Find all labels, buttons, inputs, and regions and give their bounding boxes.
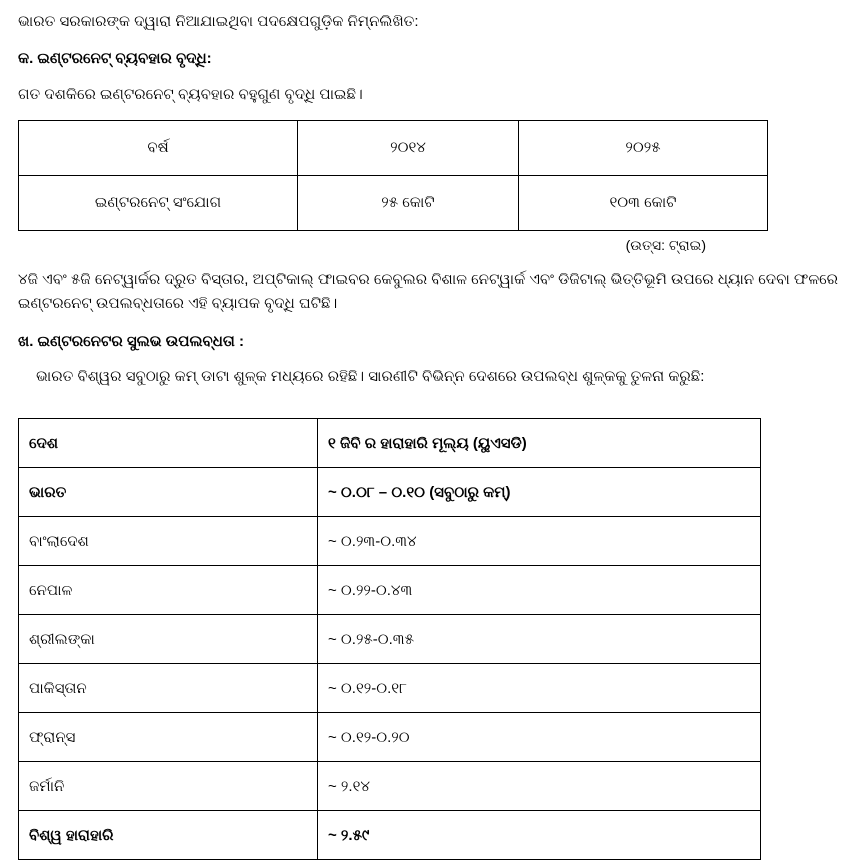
table-header-cell: ୨୦୨୫ bbox=[519, 120, 768, 175]
table-cell-country: ଫ୍ରାନ୍ସ bbox=[19, 713, 318, 762]
table-header-cell: ଦେଶ bbox=[19, 419, 318, 468]
table-row bbox=[19, 664, 761, 713]
section-b-heading: ଖ. ଇଣ୍ଟରନେଟର ସୁଲଭ ଉପଲବ୍ଧତା : bbox=[18, 332, 244, 350]
table-header-cell: ବର୍ଷ bbox=[19, 120, 298, 175]
table-header-cell: ୧ ଜିବି ର ହାରାହାରି ମୂଲ୍ୟ (ୟୁଏସଡି) bbox=[318, 419, 761, 468]
table-cell-price: ~ ୦.୨୨-୦.୪୩ bbox=[318, 566, 761, 615]
table-row bbox=[19, 120, 768, 175]
table-row bbox=[19, 175, 768, 230]
table-cell-price: ~ ୦.୨୫-୦.୩୫ bbox=[318, 615, 761, 664]
table-header-cell: ୨୦୧୪ bbox=[298, 120, 519, 175]
data-price-comparison-table bbox=[18, 418, 761, 860]
table-row bbox=[19, 566, 761, 615]
table-cell-country: ଜର୍ମାନି bbox=[19, 762, 318, 811]
table-cell: ଇଣ୍ଟରନେଟ୍ ସଂଯୋଗ bbox=[19, 175, 298, 230]
table-cell-country: ବିଶ୍ୱ ହାରାହାରି bbox=[19, 811, 318, 860]
table-cell-country: ପାକିସ୍ତାନ bbox=[19, 664, 318, 713]
table-row bbox=[19, 811, 761, 860]
table-cell: ୧୦୩ କୋଟି bbox=[519, 175, 768, 230]
section-b-lead: ଭାରତ ବିଶ୍ୱର ସବୁଠାରୁ କମ୍ ଡାଟା ଶୁଳ୍କ ମଧ୍ୟରେ ରହିଛି। ସାରଣୀଟି ବିଭିନ୍ନ ଦେଶରେ ଉପଲବ୍ଧ ଶୁଳ୍କକୁ ତୁଳନା କରୁଛି: bbox=[36, 368, 705, 385]
table-cell-price: ~ ୨.୧୪ bbox=[318, 762, 761, 811]
table-cell: ୨୫ କୋଟି bbox=[298, 175, 519, 230]
section-a-heading: କ. ଇଣ୍ଟରନେଟ୍ ବ୍ୟବହାର ବୃଦ୍ଧି: bbox=[18, 50, 212, 68]
table-cell-country: ଭାରତ bbox=[19, 468, 318, 517]
table-cell-price: ~ ୦.୧୨-୦.୧୮ bbox=[318, 664, 761, 713]
table-row bbox=[19, 713, 761, 762]
table-row bbox=[19, 517, 761, 566]
table-cell-country: ଶ୍ରୀଲଙ୍କା bbox=[19, 615, 318, 664]
table-row bbox=[19, 419, 761, 468]
table-row bbox=[19, 762, 761, 811]
table-row bbox=[19, 468, 761, 517]
section-a-body: ୪ଜି ଏବଂ ୫ଜି ନେଟ୍‌ୱାର୍କର ଦ୍ରୁତ ବିସ୍ତାର, ଅପ୍ଟିକାଲ୍ ଫାଇବର କେବୁଲର ବିଶାଳ ନେଟ୍‌ୱାର୍କ ଏବଂ ଡିଜିଟାଲ୍ ଭିତ୍ତିଭୂମି ଉପରେ ଧ୍ୟାନ ଦେବା ଫଳରେ ଇଣ୍ଟରନେଟ୍ ଉପଲବ୍ଧତାରେ ଏହି ବ୍ୟାପକ ବୃଦ୍ଧି ଘଟିଛି। bbox=[18, 270, 839, 312]
table-cell-price: ~ ୦.୦୮ – ୦.୧୦ (ସବୁଠାରୁ କମ୍) bbox=[318, 468, 761, 517]
table-source-caption: (ଉତ୍ସ: ଟ୍ରାଇ) bbox=[625, 236, 706, 253]
table-cell-price: ~ ୨.୫୯ bbox=[318, 811, 761, 860]
table-cell-price: ~ ୦.୧୨-୦.୨୦ bbox=[318, 713, 761, 762]
table-row bbox=[19, 615, 761, 664]
internet-usage-table bbox=[18, 120, 768, 231]
table-cell-country: ବାଂଲାଦେଶ bbox=[19, 517, 318, 566]
intro-paragraph: ଭାରତ ସରକାରଙ୍କ ଦ୍ୱାରା ନିଆଯାଇଥିବା ପଦକ୍ଷେପଗୁଡ଼ିକ ନିମ୍ନଲିଖିତ: bbox=[18, 13, 419, 30]
table-cell-price: ~ ୦.୨୩-୦.୩୪ bbox=[318, 517, 761, 566]
table-cell-country: ନେପାଳ bbox=[19, 566, 318, 615]
section-a-lead: ଗତ ଦଶକିରେ ଇଣ୍ଟରନେଟ୍ ବ୍ୟବହାର ବହୁଗୁଣ ବୃଦ୍ଧି ପାଇଛି। bbox=[18, 85, 363, 103]
